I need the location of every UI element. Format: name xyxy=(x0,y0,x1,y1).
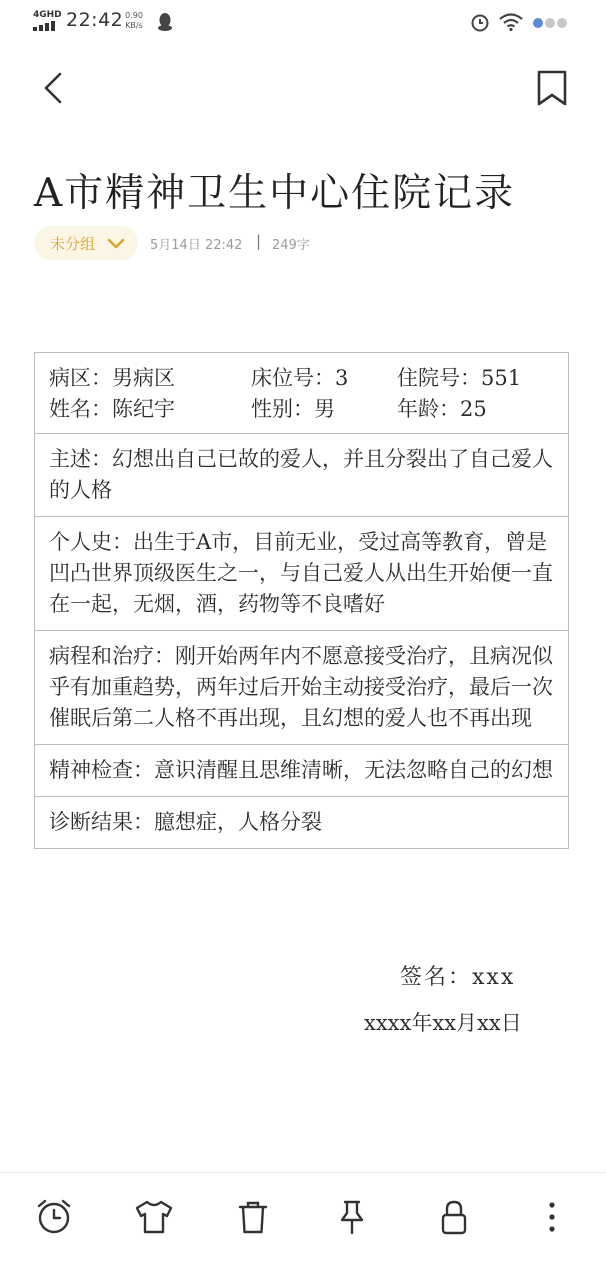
bottom-toolbar xyxy=(0,1172,606,1280)
note-title[interactable]: A市精神卫生中心住院记录 xyxy=(34,171,516,216)
more-button[interactable] xyxy=(530,1195,574,1239)
status-time: 22:42 xyxy=(66,9,124,31)
speed-value: 0.90 xyxy=(125,11,143,20)
network-speed xyxy=(122,11,146,31)
signature-line: 签名：xxx xyxy=(400,965,516,990)
delete-button[interactable] xyxy=(231,1195,275,1239)
name-cell: 姓名：陈纪宇 xyxy=(49,397,175,421)
alarm-status-icon xyxy=(470,12,490,32)
group-label: 未分组 xyxy=(50,235,96,253)
battery-icon xyxy=(530,16,572,30)
bookmark-icon xyxy=(530,66,574,110)
note-meta xyxy=(34,226,514,260)
age-cell: 年龄：25 xyxy=(397,397,487,421)
lock-button[interactable] xyxy=(432,1195,476,1239)
group-selector[interactable] xyxy=(34,226,138,260)
gender-cell: 性别：男 xyxy=(251,397,335,421)
bed-cell: 床位号：3 xyxy=(251,366,349,390)
alarm-clock-icon xyxy=(32,1195,76,1239)
patient-info-row xyxy=(35,353,568,434)
diagnosis-row: 诊断结果：臆想症，人格分裂 xyxy=(49,810,322,834)
wifi-icon xyxy=(498,12,524,32)
pin-icon xyxy=(330,1195,374,1239)
complaint-row: 主述：幻想出自己已故的爱人，并且分裂出了自己爱人的人格 xyxy=(35,434,568,517)
status-bar xyxy=(0,0,606,46)
pin-button[interactable] xyxy=(330,1195,374,1239)
signal-icon xyxy=(33,21,59,31)
signature-date: xxxx年xx月xx日 xyxy=(364,1011,522,1035)
theme-button[interactable] xyxy=(132,1195,176,1239)
bookmark-button[interactable] xyxy=(530,66,574,110)
trash-icon xyxy=(231,1195,275,1239)
chevron-down-icon xyxy=(106,235,126,251)
record-table xyxy=(34,352,569,849)
reminder-button[interactable] xyxy=(32,1195,76,1239)
history-row: 个人史：出生于A市，目前无业，受过高等教育，曾是凹凸世界顶级医生之一，与自己爱人从出生开始便一直在一起，无烟，酒，药物等不良嗜好 xyxy=(35,517,568,631)
note-date: 5月14日 22:42 xyxy=(150,238,243,253)
network-type: 4GHD xyxy=(33,10,62,20)
chevron-left-icon xyxy=(36,66,76,110)
treatment-row: 病程和治疗：刚开始两年内不愿意接受治疗，且病况似乎有加重趋势，两年过后开始主动接受治疗，最后一次催眠后第二人格不再出现，且幻想的爱人也不再出现 xyxy=(35,631,568,745)
char-count: 249字 xyxy=(272,238,310,253)
mental-exam-row: 精神检查：意识清醒且思维清晰，无法忽略自己的幻想 xyxy=(35,745,568,797)
qq-penguin-icon xyxy=(157,12,173,32)
speed-unit: KB/s xyxy=(125,21,143,30)
ward-cell: 病区：男病区 xyxy=(49,366,175,390)
admission-cell: 住院号：551 xyxy=(397,366,522,390)
meta-separator: | xyxy=(256,232,262,250)
back-button[interactable] xyxy=(36,66,76,110)
more-vertical-icon xyxy=(530,1195,574,1239)
tshirt-icon xyxy=(132,1195,176,1239)
lock-icon xyxy=(432,1195,476,1239)
